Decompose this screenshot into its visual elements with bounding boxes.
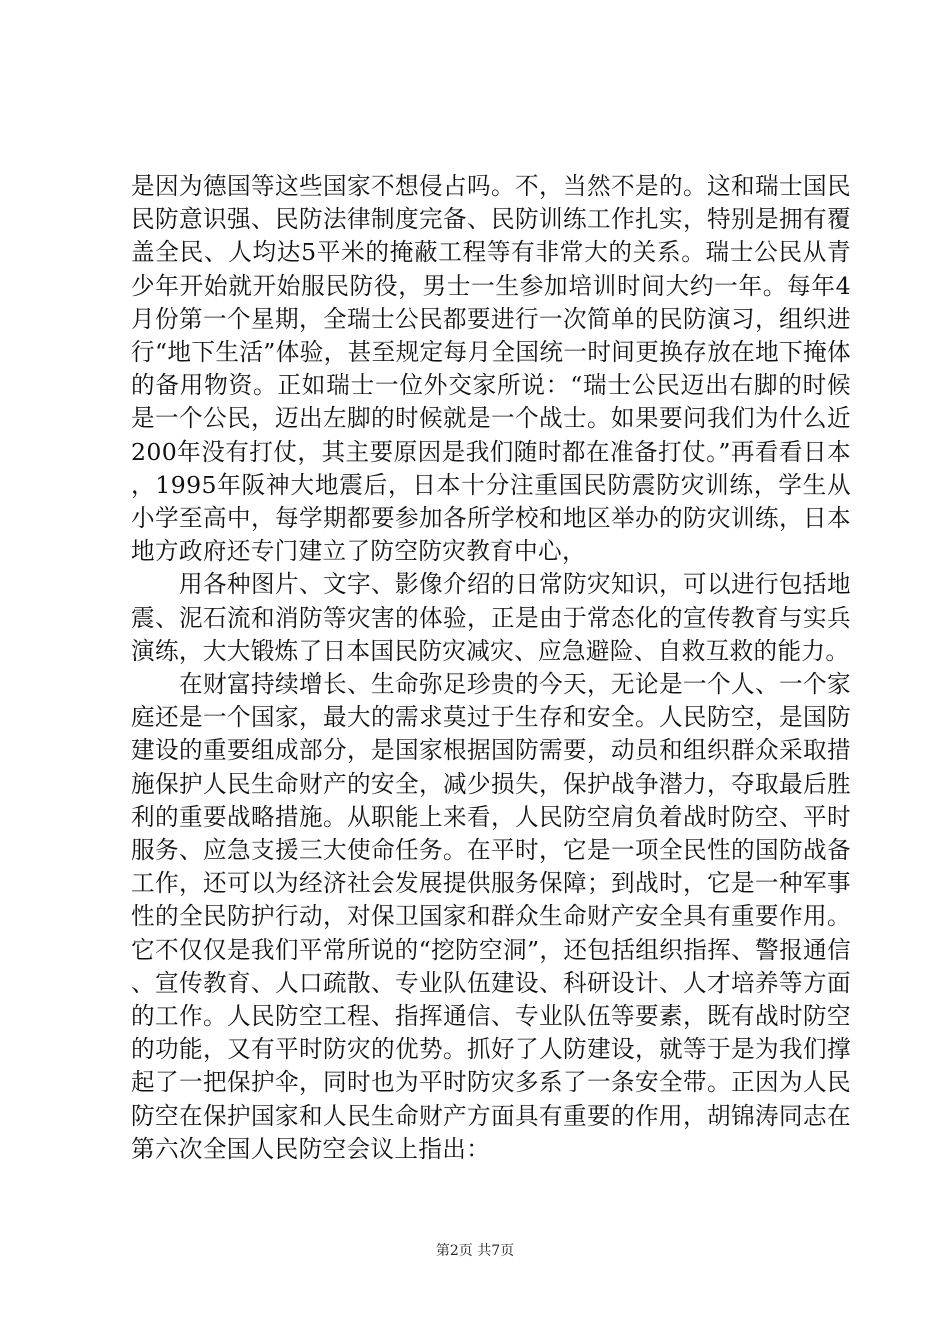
- page-number-footer: 第2页 共7页: [435, 1243, 515, 1259]
- paragraph-2: 用各种图片、文字、影像介绍的日常防灾知识，可以进行包括地震、泥石流和消防等灾害的体验，正是由于常态化的宣传教育与实兵演练，大大锻炼了日本国民防灾减灾、应急避险、自救互救的能力。: [131, 570, 851, 665]
- document-body: [131, 170, 851, 1166]
- paragraph-1: 是因为德国等这些国家不想侵占吗。不，当然不是的。这和瑞士国民民防意识强、民防法律制度完备、民防训练工作扎实，特别是拥有覆盖全民、人均达5平米的掩蔽工程等有非常大的关系。瑞士公民从青少年开始就开始服民防役，男士一生参加培训时间大约一年。每年4月份第一个星期，全瑞士公民都要进行一次简单的民防演习，组织进行“地下生活”体验，甚至规定每月全国统一时间更换存放在地下掩体的备用物资。正如瑞士一位外交家所说：“瑞士公民迈出右脚的时候是一个公民，迈出左脚的时候就是一个战士。如果要问我们为什么近200年没有打仗，其主要原因是我们随时都在准备打仗。”再看看日本，1995年阪神大地震后，日本十分注重国民防震防灾训练，学生从小学至高中，每学期都要参加各所学校和地区举办的防灾训练，日本地方政府还专门建立了防空防灾教育中心，: [131, 172, 851, 566]
- paragraph-3: 在财富持续增长、生命弥足珍贵的今天，无论是一个人、一个家庭还是一个国家，最大的需求莫过于生存和安全。人民防空，是国防建设的重要组成部分，是国家根据国防需要，动员和组织群众采取措施保护人民生命财产的安全，减少损失，保护战争潜力，夺取最后胜利的重要战略措施。从职能上来看，人民防空肩负着战时防空、平时服务、应急支援三大使命任务。在平时，它是一项全民性的国防战备工作，还可以为经济社会发展提供服务保障；到战时，它是一种军事性的全民防护行动，对保卫国家和群众生命财产安全具有重要作用。它不仅仅是我们平常所说的“挖防空洞”，还包括组织指挥、警报通信、宣传教育、人口疏散、专业队伍建设、科研设计、人才培养等方面的工作。人民防空工程、指挥通信、专业队伍等要素，既有战时防空的功能，又有平时防灾的优势。抓好了人防建设，就等于是为我们撑起了一把保护伞，同时也为平时防灾多系了一条安全带。正因为人民防空在保护国家和人民生命财产方面具有重要的作用，胡锦涛同志在第六次全国人民防空会议上指出：: [131, 670, 851, 1163]
